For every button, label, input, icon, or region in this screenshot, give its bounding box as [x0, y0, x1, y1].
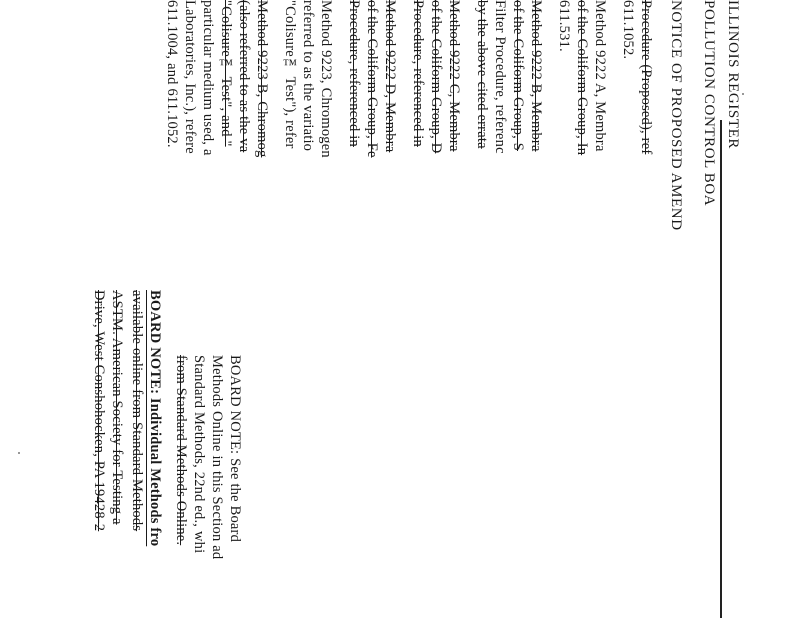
astm-line: Drive, West Conshohocken, PA 19428-2	[91, 290, 107, 532]
board-note-line: available online from Standard Methods	[129, 290, 145, 532]
text-line: Method 9222 B, Membra	[528, 0, 544, 152]
text-line: 611.1004, and 611.1052.	[164, 0, 180, 148]
notice-heading: NOTICE OF PROPOSED AMEND	[668, 0, 684, 231]
text-line: Method 9223 B, Chromog	[254, 0, 270, 158]
text-line: Procedure (Proposed), ref	[638, 0, 654, 155]
text-line: Method 9222 A, Membra	[592, 0, 608, 152]
board-note-line: Standard Methods, 22nd ed., whi	[191, 355, 207, 554]
text-line: by the above-cited errata	[474, 0, 490, 149]
text-line: Method 9222 C, Membra	[446, 0, 462, 152]
text-line: of the Coliform Group, S	[510, 0, 526, 151]
header-rule	[720, 120, 722, 618]
text-line: of the Coliform Group, In	[574, 0, 590, 156]
text-line: "Colisure™ Test"), refer	[282, 0, 298, 149]
text-line: of the Coliform Group, Fe	[364, 0, 380, 158]
text-line: of the Coliform Group, D	[428, 0, 444, 154]
text-line: referred to as the variatio	[300, 0, 316, 152]
board-note-line: BOARD NOTE: See the Board	[227, 355, 243, 543]
text-line: Procedure, referenced in	[410, 0, 426, 147]
scan-speck	[18, 452, 20, 454]
text-line: "Colisure™ Test", and "	[218, 0, 234, 147]
astm-line: ASTM. American Society for Testing a	[109, 290, 125, 525]
board-note-line: from Standard Methods Online.	[173, 355, 189, 546]
text-line: (also referred to as the va	[236, 0, 252, 153]
board-note-line: BOARD NOTE: Individual Methods fro	[147, 290, 163, 547]
text-line: particular medium used, a	[200, 0, 216, 156]
scan-speck	[742, 93, 744, 95]
text-line: Method 9223, Chromogen	[318, 0, 334, 158]
text-line: Filter Procedure, referenc	[492, 0, 508, 154]
text-line: Procedure, referenced in	[346, 0, 362, 147]
board-heading: POLLUTION CONTROL BOA	[701, 0, 717, 207]
text-line: Laboratories, Inc.), refere	[182, 0, 198, 154]
board-note-line: Methods Online in this Section ad	[209, 355, 225, 560]
register-header: ILLINOIS REGISTER	[725, 0, 741, 149]
text-line: 611.1052.	[620, 0, 636, 60]
text-line: Method 9222 D, Membra	[382, 0, 398, 153]
text-line: 611.531.	[556, 0, 572, 52]
